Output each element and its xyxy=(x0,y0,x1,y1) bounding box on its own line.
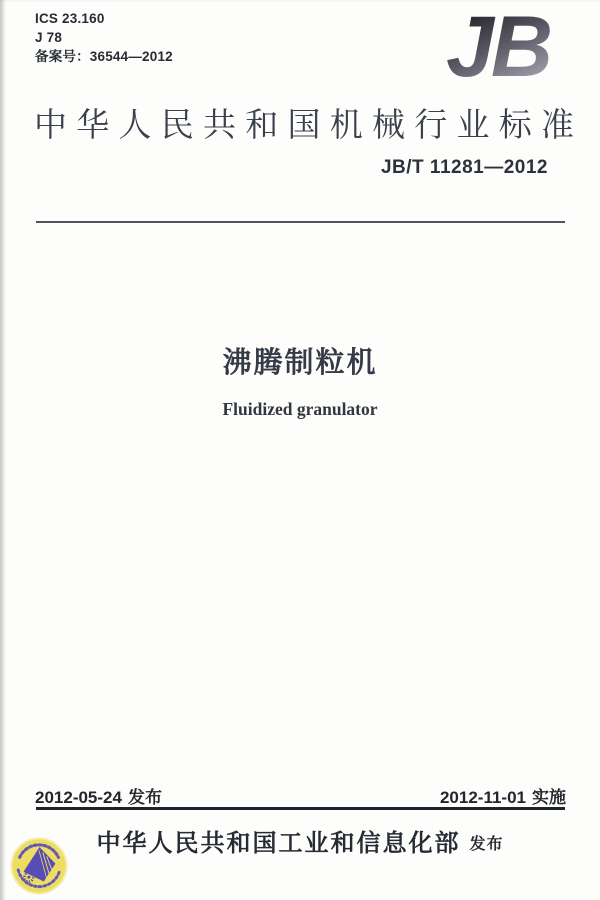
bottom-divider xyxy=(36,807,565,810)
issuing-authority xyxy=(0,823,600,858)
dates-row xyxy=(35,783,566,808)
standard-title-cn: 沸腾制粒机 xyxy=(222,347,378,379)
issue-date-label: 发布 xyxy=(127,788,162,807)
ics-code: ICS 23.160 xyxy=(35,11,105,26)
standard-category-heading: 中华人民共和国机械行业标准 xyxy=(34,106,574,143)
issue-date-value: 2012-05-24 xyxy=(35,788,122,807)
record-number: 备案号：36544—2012 xyxy=(35,49,173,64)
implementation-date xyxy=(440,783,566,808)
issuing-authority-name: 中华人民共和国工业和信息化部 xyxy=(96,830,461,857)
library-stamp-icon xyxy=(10,837,68,895)
jb-logo: JB xyxy=(446,0,550,95)
standard-title-en: Fluidized granulator xyxy=(222,399,378,419)
standard-number: JB/T 11281—2012 xyxy=(380,157,548,178)
doc-class-code: J 78 xyxy=(35,30,63,45)
issue-date xyxy=(35,783,162,808)
implementation-date-label: 实施 xyxy=(532,788,566,807)
implementation-date-value: 2012-11-01 xyxy=(439,788,526,807)
top-divider xyxy=(36,221,565,223)
issuing-authority-suffix: 发布 xyxy=(469,836,504,853)
meta-block xyxy=(35,9,173,66)
